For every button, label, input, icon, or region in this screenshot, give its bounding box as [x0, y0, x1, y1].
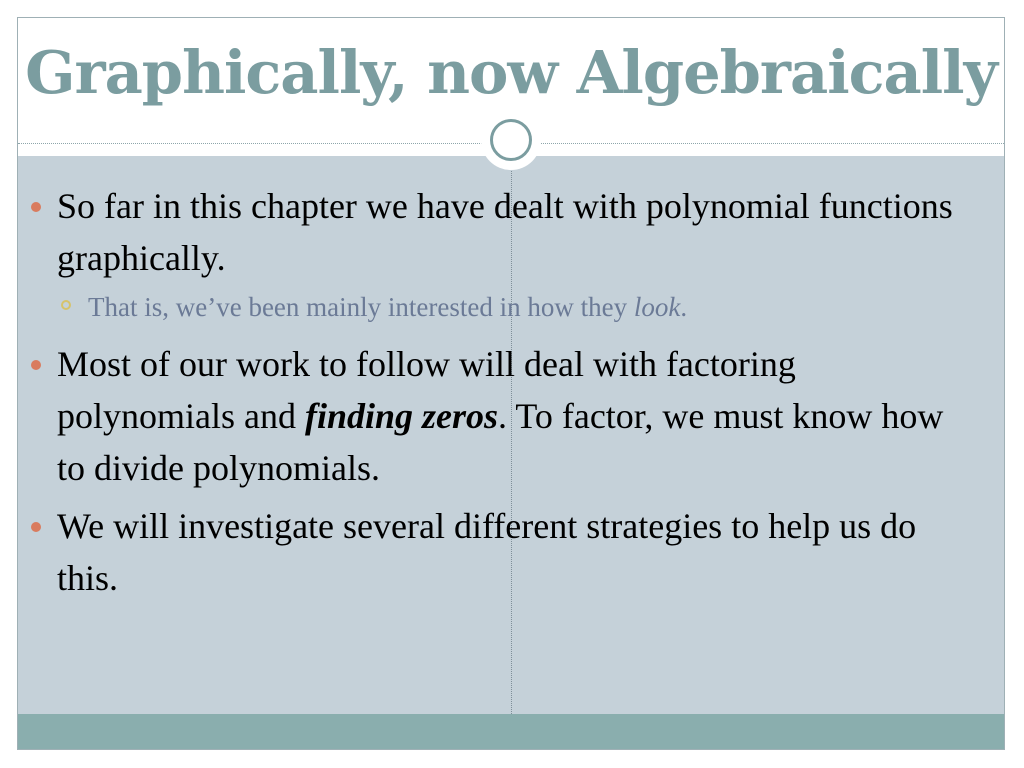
sub-bullet-text-pre: That is, we’ve been mainly interested in how they [88, 292, 634, 322]
ring-icon [490, 119, 532, 161]
bullet-item [57, 500, 977, 604]
sub-bullet-text-post: . [680, 292, 688, 322]
bullet-item [57, 180, 977, 284]
hollow-circle-bullet-icon [61, 300, 71, 310]
bullet-emphasis: finding zeros [304, 396, 499, 436]
footer-bar [18, 714, 1004, 749]
sub-bullet-emphasis: look [633, 292, 681, 322]
bullet-dot-icon [31, 202, 41, 212]
bullet-dot-icon [31, 360, 41, 370]
circle-ornament-icon [481, 110, 541, 170]
bullet-text: So far in this chapter we have dealt with polynomial functions graphically. [57, 186, 953, 278]
bullet-item [57, 338, 977, 494]
sub-bullet-item [88, 288, 968, 326]
slide-title: Graphically, now Algebraically [25, 38, 997, 107]
bullet-dot-icon [31, 522, 41, 532]
bullet-text: We will investigate several different strategies to help us do this. [57, 506, 917, 598]
bullet-text-post: . To factor, we must know how to divide polynomials. [57, 396, 944, 488]
bullet-text-pre: Most of our work to follow will deal with factoring polynomials and [57, 344, 796, 436]
